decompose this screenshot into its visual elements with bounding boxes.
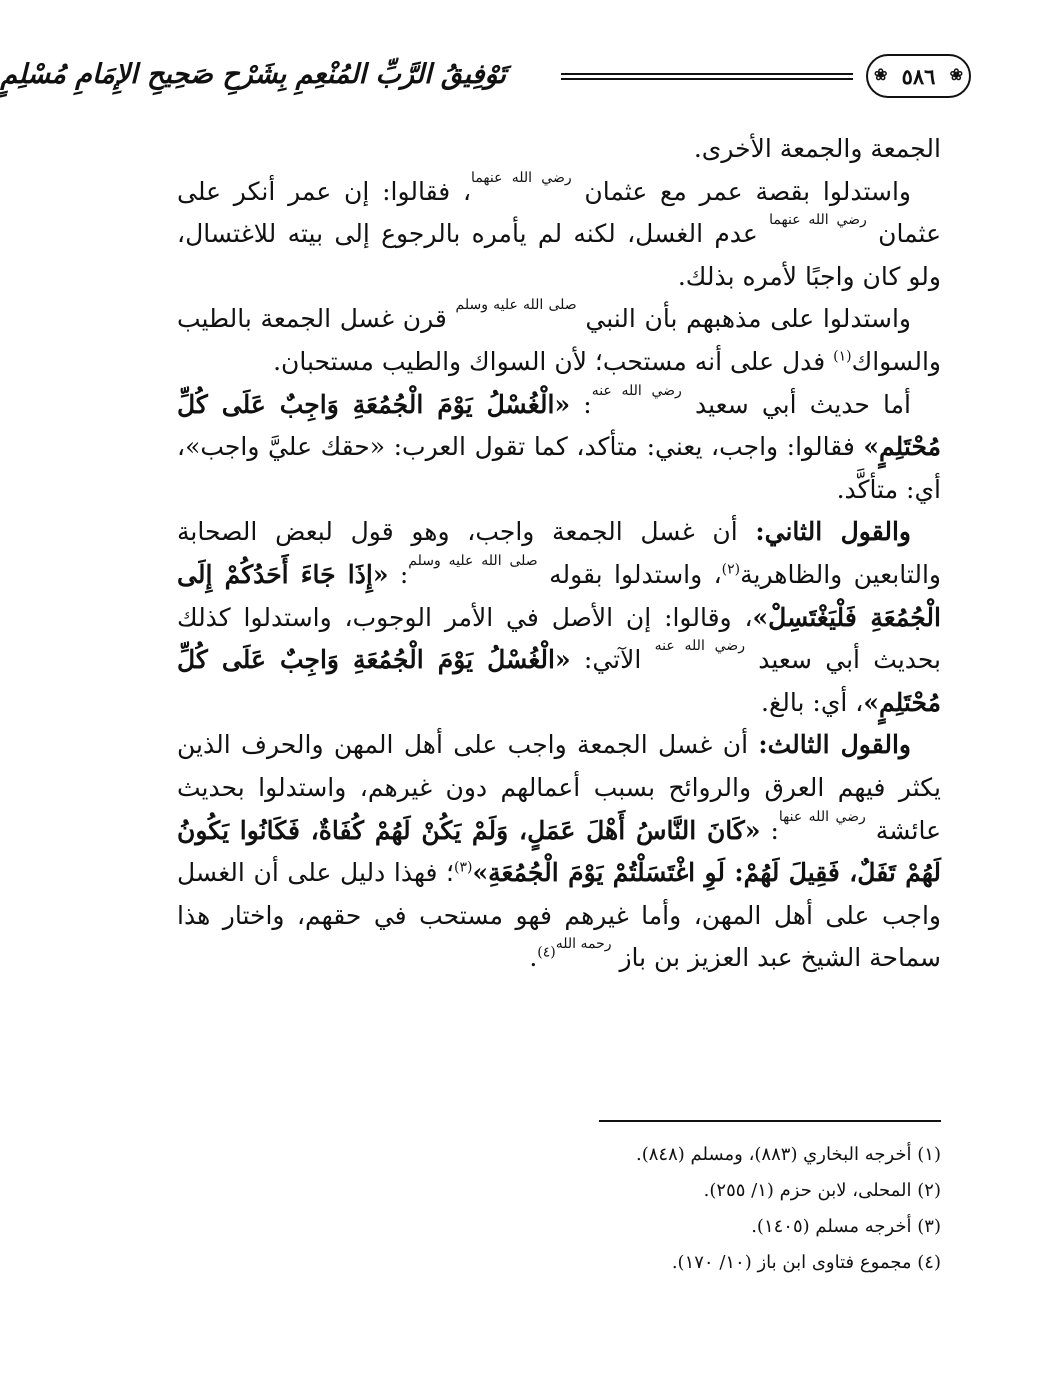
text-run: أما حديث أبي سعيد [681, 389, 912, 419]
paragraph-p6 [177, 724, 941, 980]
text-run: ، وقالوا: إن الأصل في الأمر الوجوب، واستدلوا كذلك بحديث أبي سعيد [177, 602, 942, 675]
text-run: ، أي: بالغ. [761, 687, 864, 717]
honorific-glyph: رضي الله عنهما [769, 212, 867, 229]
text-run: الآتي: [570, 645, 655, 675]
page-number: ٥٨٦ [901, 63, 936, 89]
bold-text: «الْغُسْلُ يَوْمَ الْجُمُعَةِ وَاجِبٌ عَلَى كُلِّ مُحْتَلِمٍ» [177, 389, 941, 462]
bold-text: والقول الثالث: [758, 730, 911, 760]
paragraph-p3 [177, 298, 941, 383]
bold-text: «كَانَ النَّاسُ أَهْلَ عَمَلٍ، وَلَمْ يَكُنْ لَهُمْ كُفَاةٌ، فَكَانُوا يَكُونُ لَهُمْ تَفَلٌ، فَقِيلَ لَهُمْ: لَوِ اغْتَسَلْتُمْ يَوْمَ الْجُمُعَةِ» [177, 815, 941, 888]
text-run: أن غسل الجمعة واجب على أهل المهن والحرف الذين يكثر فيهم العرق والروائح بسبب أعمالهم دون غيرهم، واستدلوا بحديث عائشة [177, 730, 941, 845]
text-run: : [388, 559, 409, 589]
honorific-glyph: صلى الله عليه وسلم [455, 297, 577, 314]
text-run: عدم الغسل، لكنه لم يأمره بالرجوع إلى بيته للاغتسال، ولو كان واجبًا لأمره بذلك. [177, 219, 941, 291]
paragraph-p5 [177, 511, 941, 724]
text-run: : [760, 815, 779, 845]
book-title: تَوْفِيقُ الرَّبِّ المُنْعِمِ بِشَرْحِ صَحِيحِ الإِمَامِ مُسْلِمٍ [0, 59, 506, 90]
bold-text: «الْغُسْلُ يَوْمَ الْجُمُعَةِ وَاجِبٌ عَلَى كُلِّ مُحْتَلِمٍ» [177, 645, 941, 717]
main-text [177, 128, 941, 980]
text-run: فدل على أنه مستحب؛ لأن السواك والطيب مستحبان. [273, 346, 834, 376]
footnote-4: (٤) مجموع فتاوى ابن باز (١٠/ ١٧٠). [671, 1252, 941, 1273]
header-double-rule [561, 73, 853, 80]
footnote-ref: (٢) [721, 561, 741, 578]
footnotes [321, 1137, 941, 1281]
honorific-glyph: رضي الله عنه [654, 638, 745, 655]
page-number-badge [866, 54, 971, 98]
footnote-ref: (٤) [537, 944, 556, 961]
paragraph-p1 [177, 128, 941, 171]
footnote-separator [599, 1120, 941, 1122]
honorific-glyph: صلى الله عليه وسلم [408, 552, 538, 569]
bold-text: «إِذَا جَاءَ أَحَدُكُمْ إِلَى الْجُمُعَةِ فَلْيَغْتَسِلْ» [177, 559, 941, 632]
footnote-ref: (٣) [454, 859, 473, 876]
ornament-right-icon: ❀ [949, 65, 963, 84]
text-run: واستدلوا على مذهبهم بأن النبي [576, 304, 912, 334]
text-run: . [529, 943, 538, 973]
text-run: أن غسل الجمعة واجب، وهو قول لبعض الصحابة والتابعين والظاهرية [177, 517, 942, 589]
text-run: : [570, 389, 592, 419]
ornament-left-icon: ❀ [874, 65, 888, 84]
text-run: ؛ فهذا دليل على أن الغسل واجب على أهل المهن، وأما غيرهم فهو مستحب في حقهم، واختار هذا سماحة الشيخ عبد العزيز بن باز [177, 858, 941, 973]
text-run: ، واستدلوا بقوله [537, 559, 722, 589]
paragraph-p2 [177, 171, 941, 299]
paragraph-p4 [177, 384, 941, 512]
honorific-glyph: رضي الله عنها [778, 808, 866, 825]
text-run: فقالوا: واجب، يعني: متأكد، كما تقول العرب: «حقك عليَّ واجب»، أي: متأكَّد. [177, 432, 941, 504]
text-run: ، فقالوا: إن عمر أنكر على عثمان [177, 176, 941, 249]
text-run: واستدلوا بقصة عمر مع عثمان [571, 176, 912, 206]
honorific-glyph: رضي الله عنهما [471, 169, 572, 186]
honorific-glyph: رحمه الله [555, 936, 612, 953]
footnote-ref: (١) [833, 348, 852, 365]
footnote-1: (١) أخرجه البخاري (٨٨٣)، ومسلم (٨٤٨). [636, 1144, 941, 1165]
text-run: قرن غسل الجمعة بالطيب والسواك [177, 304, 941, 376]
footnote-3: (٣) أخرجه مسلم (١٤٠٥). [751, 1216, 941, 1237]
footnote-2: (٢) المحلى، لابن حزم (١/ ٢٥٥). [703, 1180, 941, 1201]
page-header [0, 52, 971, 102]
text-run: الجمعة والجمعة الأخرى. [693, 134, 941, 163]
bold-text: والقول الثاني: [755, 517, 911, 547]
honorific-glyph: رضي الله عنه [591, 382, 682, 399]
